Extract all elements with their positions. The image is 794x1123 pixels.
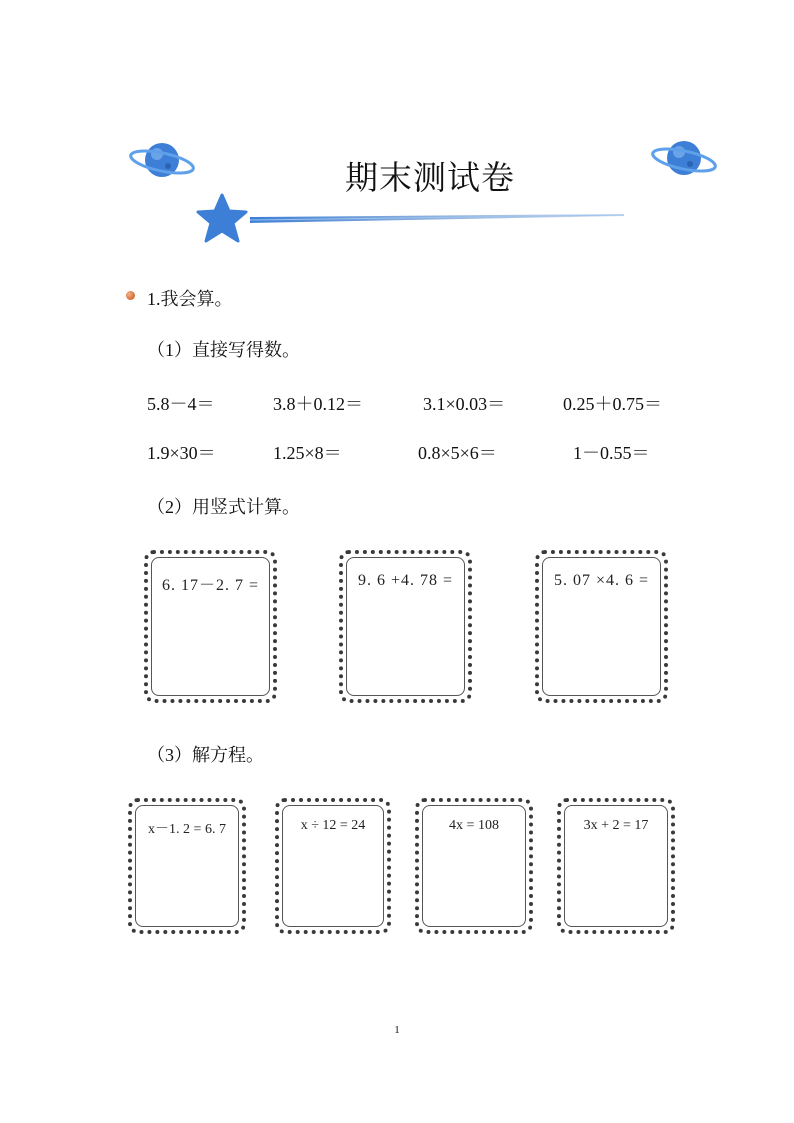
planet-left-icon (128, 138, 196, 184)
equation: x－1. 2 = 6. 7 (148, 822, 226, 837)
page-number: 1 (394, 1024, 400, 1036)
comet-trail (244, 212, 628, 228)
equation: 3x + 2 = 17 (583, 818, 649, 833)
vertical-calc-problem: 9. 6 +4. 78 = (357, 572, 454, 589)
vertical-calc-problem: 6. 17－2. 7 = (161, 577, 260, 594)
planet-right-icon (650, 138, 718, 184)
bullet-icon (126, 291, 135, 300)
vertical-calc-box (535, 550, 668, 703)
equation: 4x = 108 (449, 818, 499, 833)
equation-box (275, 798, 391, 934)
page-title: 期末测试卷 (345, 158, 515, 197)
vertical-calc-problem: 5. 07 ×4. 6 = (553, 572, 650, 589)
calc-item: 0.25＋0.75＝ (563, 394, 662, 414)
part3-label: （3）解方程。 (147, 745, 264, 765)
calc-item: 0.8×5×6＝ (418, 443, 497, 463)
calc-item: 1.25×8＝ (273, 443, 342, 463)
calc-item: 3.8＋0.12＝ (273, 394, 363, 414)
equation: x ÷ 12 = 24 (300, 818, 366, 833)
equation-box (557, 798, 675, 934)
calc-item: 1.9×30＝ (147, 443, 216, 463)
part2-label: （2）用竖式计算。 (147, 497, 300, 517)
vertical-calc-box (339, 550, 472, 703)
calc-item: 3.1×0.03＝ (423, 394, 506, 414)
calc-item: 5.8－4＝ (147, 394, 215, 414)
section-title: 1.我会算。 (147, 289, 233, 309)
equation-box (128, 798, 246, 934)
star-icon (194, 192, 250, 246)
vertical-calc-box (144, 550, 277, 703)
equation-box (415, 798, 533, 934)
calc-item: 1－0.55＝ (573, 443, 650, 463)
part1-label: （1）直接写得数。 (147, 340, 300, 360)
